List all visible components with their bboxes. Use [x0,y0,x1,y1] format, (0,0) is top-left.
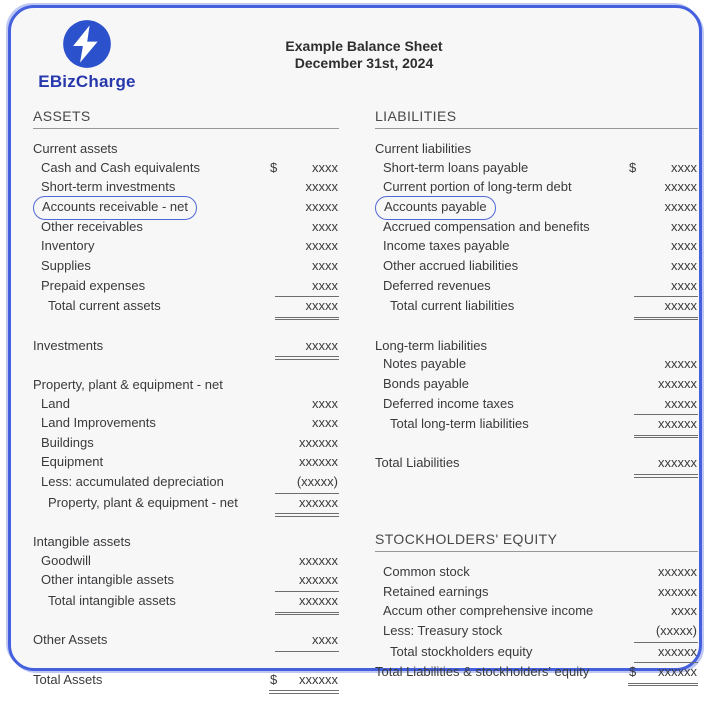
line-item-value [634,643,698,664]
line-item-value [634,563,698,583]
group-label-row [375,140,698,159]
placeholder-amount: xxxx [671,238,697,254]
line-item-row [33,592,339,613]
title-line-1: Example Balance Sheet [285,38,443,54]
placeholder-amount: xxxxx [305,238,338,254]
line-item-label: Other intangible assets [41,572,174,588]
line-item-row [375,375,698,395]
line-item-value [269,671,339,692]
line-item-label: Intangible assets [33,534,131,550]
placeholder-amount: xxxxxx [658,643,697,659]
line-item-row [375,454,698,475]
section-header: LIABILITIES [375,108,698,129]
group-label-row [33,533,339,552]
line-item-label: Retained earnings [383,583,489,599]
placeholder-amount: xxxxx [664,395,697,411]
placeholder-amount: xxxxx [305,298,338,314]
line-item-value [634,257,698,277]
dollar-sign: $ [629,159,637,175]
liabilities-equity-column [375,108,698,684]
placeholder-amount: xxxxxx [299,454,338,470]
line-item-row [375,355,698,375]
balance-sheet-card [8,5,702,687]
line-item-value [275,237,339,257]
line-item-label: Notes payable [383,356,467,372]
placeholder-amount: xxxxx [664,179,697,195]
line-item-label: Land [41,395,70,411]
group-label-row [33,140,339,159]
line-item-label: Deferred income taxes [383,395,514,411]
line-item-value [634,395,698,416]
line-item-value [634,237,698,257]
placeholder-amount: xxxxxx [658,564,697,580]
line-item-row [33,395,339,415]
placeholder-amount: xxxxxx [658,375,697,391]
section-header: STOCKHOLDERS' EQUITY [375,531,698,552]
line-item-value [275,337,339,358]
line-item-label: Accrued compensation and benefits [383,218,590,234]
line-item-label: Buildings [41,434,94,450]
line-item-label: Total Assets [33,671,103,687]
line-item-row [33,237,339,257]
line-item-value [275,414,339,434]
line-item-value [275,198,339,218]
line-item-label: Property, plant & equipment - net [33,376,223,392]
brand-name: EBizCharge [38,72,136,91]
line-item-row [375,159,698,179]
dollar-sign: $ [270,159,278,175]
line-item-label: Supplies [41,257,91,273]
line-item-value [634,602,698,622]
line-item-value [634,583,698,603]
line-item-label: Total stockholders equity [390,643,533,659]
line-item-row [375,277,698,298]
placeholder-amount: xxxx [312,218,338,234]
placeholder-amount: xxxxx [664,198,697,214]
line-item-value [628,159,698,179]
line-item-label: Total current assets [48,298,161,314]
line-item-row [375,237,698,257]
line-item-row [33,473,339,494]
line-item-row [33,494,339,515]
highlighted-line-item-label: Accounts payable [375,196,496,220]
line-item-row [375,218,698,238]
line-item-label: Land Improvements [41,415,156,431]
line-item-label: Other accrued liabilities [383,257,519,273]
line-item-row [375,563,698,583]
line-item-label: Deferred revenues [383,277,491,293]
line-item-value [269,159,339,179]
placeholder-amount: xxxx [671,603,697,619]
line-item-row [375,415,698,436]
lightning-bolt-icon [61,18,113,70]
line-item-label: Long-term liabilities [375,337,487,353]
group-label-row [375,337,698,356]
placeholder-amount: xxxxxx [658,583,697,599]
line-item-value [275,571,339,592]
placeholder-amount: xxxxx [305,179,338,195]
line-item-value [275,395,339,415]
placeholder-amount: xxxxxx [299,671,338,687]
line-item-value [275,434,339,454]
line-item-value [275,552,339,572]
line-item-row [375,643,698,664]
line-item-row [375,602,698,622]
dollar-sign: $ [270,671,278,687]
line-item-value [275,218,339,238]
placeholder-amount: xxxx [312,277,338,293]
line-item-value [275,473,339,494]
line-item-value [634,297,698,318]
placeholder-amount: xxxxxx [658,664,697,680]
line-item-label: Goodwill [41,552,91,568]
line-item-value [275,297,339,318]
line-item-label: Short-term loans payable [383,159,529,175]
line-item-value [275,453,339,473]
placeholder-amount: xxxxx [664,298,697,314]
line-item-label: Other receivables [41,218,143,234]
placeholder-amount: xxxxx [305,198,338,214]
line-item-row [33,257,339,277]
line-item-label: Equipment [41,454,104,470]
line-item-row [33,277,339,298]
placeholder-amount: xxxxxx [299,572,338,588]
group-label-row [33,376,339,395]
line-item-row [33,631,339,652]
line-item-value [275,631,339,652]
line-item-value [275,277,339,298]
line-item-row [33,671,339,692]
line-item-label: Other Assets [33,632,108,648]
line-item-label: Total long-term liabilities [390,416,529,432]
placeholder-amount: (xxxxx) [655,623,697,639]
line-item-row [33,218,339,238]
section-header: ASSETS [33,108,339,129]
line-item-row [375,395,698,416]
line-item-label: Prepaid expenses [41,277,146,293]
line-item-value [275,178,339,198]
brand-logo [33,18,141,92]
placeholder-amount: xxxx [312,395,338,411]
placeholder-amount: xxxxxx [299,434,338,450]
placeholder-amount: xxxx [671,159,697,175]
line-item-label: Bonds payable [383,375,470,391]
line-item-label: Current portion of long-term debt [383,179,572,195]
dollar-sign: $ [629,664,637,680]
line-item-value [634,415,698,436]
line-item-row [33,198,339,218]
placeholder-amount: xxxx [312,632,338,648]
line-item-row [33,159,339,179]
line-item-row [33,571,339,592]
highlighted-line-item-label: Accounts receivable - net [33,196,197,220]
placeholder-amount: xxxxxx [658,455,697,471]
placeholder-amount: xxxx [671,257,697,273]
line-item-value [275,257,339,277]
placeholder-amount: xxxxxx [299,593,338,609]
line-item-value [634,198,698,218]
line-item-value [634,218,698,238]
placeholder-amount: xxxxx [305,337,338,353]
placeholder-amount: xxxx [312,159,338,175]
placeholder-amount: (xxxxx) [296,474,338,490]
line-item-label: Cash and Cash equivalents [41,159,200,175]
placeholder-amount: xxxx [312,415,338,431]
assets-column [33,108,339,691]
line-item-label: Inventory [41,238,95,254]
line-item-value [634,454,698,475]
line-item-row [33,453,339,473]
line-item-row [33,337,339,358]
line-item-row [33,297,339,318]
line-item-label: Less: Treasury stock [383,623,503,639]
placeholder-amount: xxxxxx [658,416,697,432]
line-item-label: Total current liabilities [390,298,515,314]
line-item-label: Less: accumulated depreciation [41,474,224,490]
line-item-value [628,663,698,684]
line-item-label: Common stock [383,564,470,580]
line-item-value [275,592,339,613]
line-item-label: Income taxes payable [383,238,510,254]
line-item-row [375,198,698,218]
line-item-label: Total Liabilities & stockholders' equity [375,664,590,680]
placeholder-amount: xxxxx [664,356,697,372]
line-item-label: Total Liabilities [375,455,460,471]
placeholder-amount: xxxx [312,257,338,273]
line-item-value [634,375,698,395]
line-item-row [33,434,339,454]
placeholder-amount: xxxxxx [299,552,338,568]
line-item-value [634,277,698,298]
line-item-value [634,178,698,198]
line-item-label: Property, plant & equipment - net [48,494,238,510]
placeholder-amount: xxxx [671,218,697,234]
line-item-value [634,622,698,643]
line-item-label: Current assets [33,141,118,156]
line-item-row [375,583,698,603]
line-item-value [634,355,698,375]
line-item-row [375,297,698,318]
line-item-value [275,494,339,515]
line-item-label: Short-term investments [41,179,176,195]
line-item-label: Investments [33,337,104,353]
placeholder-amount: xxxx [671,277,697,293]
placeholder-amount: xxxxxx [299,494,338,510]
line-item-row [33,552,339,572]
line-item-label: Accum other comprehensive income [383,603,594,619]
title-line-2: December 31st, 2024 [294,55,434,71]
document-title [192,38,536,72]
line-item-row [375,663,698,684]
line-item-row [375,257,698,277]
line-item-row [375,622,698,643]
line-item-label: Current liabilities [375,141,472,156]
line-item-row [33,414,339,434]
line-item-label: Total intangible assets [48,593,176,609]
